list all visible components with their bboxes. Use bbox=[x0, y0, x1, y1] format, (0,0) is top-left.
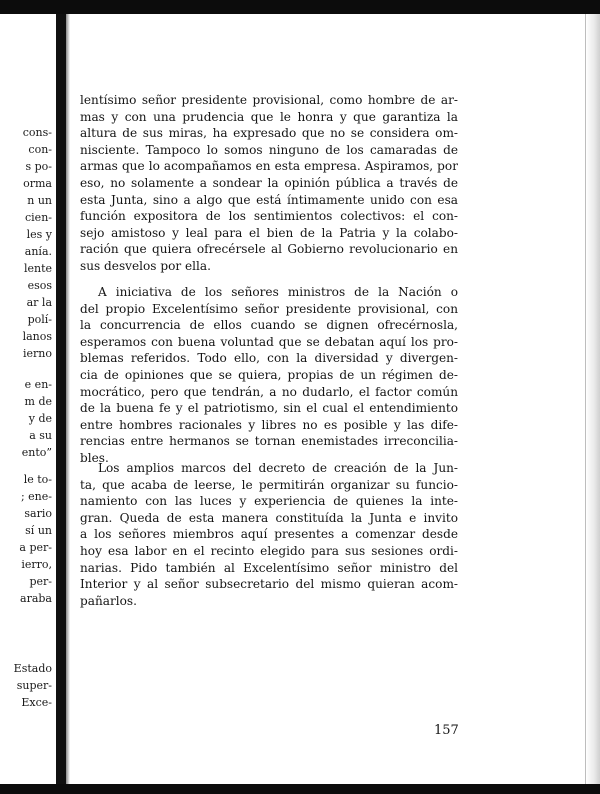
text-line: lentísimo señor presidente provisional, como hombre de ar- bbox=[80, 93, 458, 107]
text-line: eso, no solamente a sondear la opinión pública a través de bbox=[80, 176, 458, 190]
scan-bottom-border bbox=[0, 784, 600, 794]
facing-page-fragment: ar la bbox=[26, 296, 52, 309]
gutter-shadow bbox=[66, 0, 70, 794]
facing-page-fragment: orma bbox=[23, 177, 52, 190]
facing-page-fragment: con- bbox=[28, 143, 52, 156]
facing-page-fragment: y de bbox=[28, 412, 52, 425]
text-line: ta, que acaba de leerse, le permitirán organizar su funcio- bbox=[80, 477, 458, 492]
text-line: mocrático, pero que tendrán, a no dudarlo, el factor común bbox=[80, 384, 458, 399]
text-line: sejo amistoso y leal para el bien de la Patria y la colabo- bbox=[80, 225, 458, 240]
facing-page-fragment: cons- bbox=[22, 126, 52, 139]
facing-page-fragment: cien- bbox=[25, 211, 52, 224]
facing-page-fragment: Exce- bbox=[21, 696, 52, 709]
text-line: del propio Excelentísimo señor presidente provisional, con bbox=[80, 301, 458, 316]
previous-page-edge bbox=[0, 0, 56, 794]
facing-page-fragment: araba bbox=[20, 592, 52, 605]
facing-page-fragment: super- bbox=[16, 679, 52, 692]
facing-page-fragment: per- bbox=[29, 575, 52, 588]
text-line: bles. bbox=[80, 451, 109, 465]
text-line: gran. Queda de esta manera constituída la Junta e invito bbox=[80, 510, 458, 525]
facing-page-fragment: lanos bbox=[22, 330, 52, 343]
facing-page-fragment: a su bbox=[29, 429, 52, 442]
text-line: esperamos con buena voluntad que se debatan aquí los pro- bbox=[80, 334, 458, 349]
facing-page-fragment: ; ene- bbox=[20, 490, 52, 503]
right-page-edge bbox=[586, 0, 600, 794]
text-line: narias. Pido también al Excelentísimo señor ministro del bbox=[80, 560, 458, 575]
text-line: armas que lo acompañamos en esta empresa. Aspiramos, por bbox=[80, 159, 458, 174]
text-line: pañarlos. bbox=[80, 593, 137, 608]
facing-page-fragment: anía. bbox=[24, 245, 52, 258]
facing-page-fragment: le to- bbox=[23, 473, 52, 486]
text-line: altura de sus miras, ha expresado que no se considera om- bbox=[80, 126, 458, 141]
text-line: namiento con las luces y experiencia de quienes la inte- bbox=[80, 494, 458, 509]
text-line: a los señores miembros aquí presentes a comenzar desde bbox=[80, 527, 458, 542]
text-line: sus desvelos por ella. bbox=[80, 259, 211, 273]
facing-page-fragment: m de bbox=[24, 395, 52, 408]
facing-page-fragment: sí un bbox=[25, 524, 52, 537]
facing-page-fragment: ierro, bbox=[21, 558, 52, 571]
text-line: cia de opiniones que se quiera, propias de un régimen de- bbox=[80, 368, 458, 382]
page-number: 157 bbox=[434, 723, 459, 738]
facing-page-fragment: n un bbox=[27, 194, 52, 207]
facing-page-fragment: polí- bbox=[27, 313, 52, 326]
text-line: la concurrencia de ellos cuando se dignen ofrecérnosla, bbox=[80, 318, 458, 333]
facing-page-fragment: e en- bbox=[24, 378, 52, 391]
binding-gutter bbox=[56, 0, 66, 794]
facing-page-fragment: a per- bbox=[19, 541, 52, 554]
text-line: A iniciativa de los señores ministros de la Nación o bbox=[98, 285, 458, 299]
text-line: esta Junta, sino a algo que está íntimamente unido con esa bbox=[80, 192, 458, 207]
facing-page-fragment: Estado bbox=[13, 662, 52, 675]
text-line: ración que quiera ofrecérsele al Gobierno revolucionario en bbox=[80, 242, 458, 257]
text-line: hoy esa labor en el recinto elegido para sus sesiones ordi- bbox=[80, 544, 458, 558]
facing-page-fragment: s po- bbox=[25, 160, 52, 173]
text-line: blemas referidos. Todo ello, con la diversidad y divergen- bbox=[80, 351, 458, 366]
facing-page-fragment: esos bbox=[27, 279, 52, 292]
text-line: función expositora de los sentimientos colectivos: el con- bbox=[80, 209, 458, 224]
facing-page-fragment: les y bbox=[26, 228, 52, 241]
text-line: entre hombres racionales y libres no es posible y las dife- bbox=[80, 417, 458, 432]
facing-page-fragment: ierno bbox=[23, 347, 52, 360]
facing-page-fragment: sario bbox=[24, 507, 52, 520]
text-line: nisciente. Tampoco lo somos ninguno de los camaradas de bbox=[80, 142, 458, 157]
text-line: mas y con una prudencia que le honra y que garantiza la bbox=[80, 109, 458, 124]
page-body-text bbox=[80, 0, 460, 794]
facing-page-fragment: lente bbox=[23, 262, 52, 275]
text-line: Los amplios marcos del decreto de creación de la Jun- bbox=[98, 461, 458, 475]
text-line: de la buena fe y el patriotismo, sin el cual el entendimiento bbox=[80, 401, 458, 416]
text-line: Interior y al señor subsecretario del mismo quieran acom- bbox=[80, 577, 458, 592]
text-line: rencias entre hermanos se tornan enemistades irreconcilia- bbox=[80, 434, 458, 449]
facing-page-fragment: ento” bbox=[21, 446, 52, 459]
